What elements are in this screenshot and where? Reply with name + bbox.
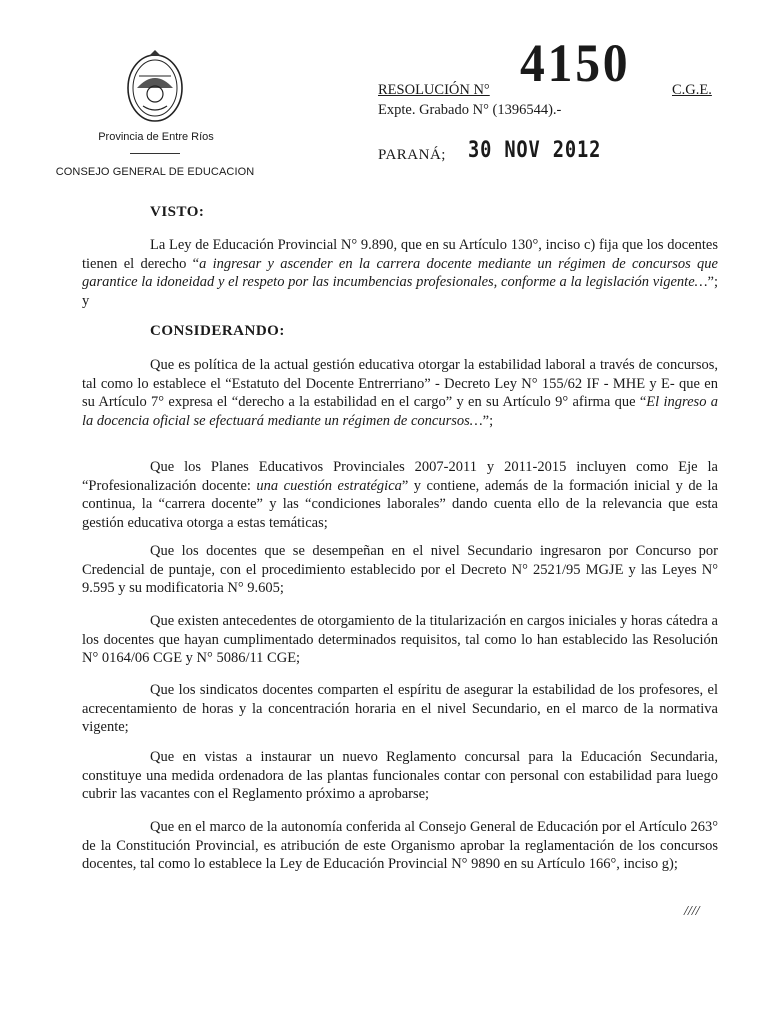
text-run: Que los Planes Educativos Provinciales 2007-2011 y 2011-2015 incluyen como Eje la “Profesionalización docente: (82, 459, 718, 494)
visto-paragraph (82, 236, 718, 310)
resolution-number: 4150 (520, 33, 631, 93)
considerando-paragraph (82, 681, 718, 737)
text-run: Que en vistas a instaurar un nuevo Reglamento concursal para la Educación Secundaria, constituye una medida ordenadora de las plantas funcionales contar con personal con estabilidad para luego cubrir las vacantes con el Reglamento próximo a aprobarse; (82, 749, 718, 803)
resolution-suffix: C.G.E. (672, 82, 712, 98)
province-name: Provincia de Entre Ríos (98, 131, 214, 143)
date-stamp: 30 NOV 2012 (468, 138, 602, 163)
council-name: CONSEJO GENERAL DE EDUCACION (55, 166, 255, 178)
italic-quote: El ingreso a la docencia oficial se efectuará mediante un régimen de concursos… (82, 394, 718, 429)
considerando-paragraph (82, 818, 718, 874)
considerando-paragraph (82, 748, 718, 804)
expte-number: Expte. Grabado N° (1396544).- (378, 102, 562, 118)
text-run: Que los sindicatos docentes comparten el espíritu de asegurar la estabilidad de los profesores, el acrecentamiento de horas y la concentración horaria en el nivel Secundario, en el marco de la normativa vigente; (82, 682, 718, 736)
text-run: ”; (482, 412, 494, 429)
text-run: ”; y (82, 274, 718, 309)
place: PARANÁ; (378, 147, 446, 163)
considerando-paragraph (82, 612, 718, 668)
page-continuation-mark: //// (684, 904, 700, 919)
text-run: Que los docentes que se desempeñan en el nivel Secundario ingresaron por Concurso por Credencial de puntaje, con el procedimiento establecido por el Decreto N° 2521/95 MGJE y las Leyes N° 9.595 y su modificatoria N° 9.605; (82, 543, 718, 597)
text-run: Que en el marco de la autonomía conferida al Consejo General de Educación por el Artículo 263° de la Constitución Provincial, es atribución de este Organismo aprobar la reglamentación de los concursos docentes, tal como lo establece la Ley de Educación Provincial N° 9890 en su Artículo 166°, inciso g); (82, 819, 718, 873)
considerando-paragraph (82, 356, 718, 430)
provincial-seal-icon (125, 48, 185, 124)
italic-quote: a ingresar y ascender en la carrera docente mediante un régimen de concursos que garantice la idoneidad y el respeto por las incumbencias profesionales, conforme a la legislación vigente… (82, 255, 718, 291)
text-run: Que es política de la actual gestión educativa otorgar la estabilidad laboral a través de concursos, tal como lo establece el “Estatuto del Docente Entrerriano” - Decreto Ley N° 155/62 IF - MHE y E- que en su Artículo 7° expresa el “derecho a la estabilidad en el cargo” y en su Artículo 9° afirma que “ (82, 357, 718, 411)
considerando-heading: CONSIDERANDO: (150, 323, 285, 339)
italic-quote: una cuestión estratégica (256, 477, 402, 494)
header-divider (130, 153, 180, 154)
text-run: La Ley de Educación Provincial N° 9.890, que en su Artículo 130°, inciso c) fija que los docentes tienen el derecho “ (82, 237, 718, 272)
text-run: ” y contiene, además de la formación inicial y de la continua, la “carrera docente” y las “condiciones laborales” dando cuenta ello de la relevancia que esta gestión educativa otorga a estas temáticas; (82, 477, 718, 531)
resolution-label: RESOLUCIÓN N° (378, 82, 490, 98)
considerando-paragraph (82, 458, 718, 532)
considerando-paragraph (82, 542, 718, 598)
visto-heading: VISTO: (150, 204, 205, 220)
text-run: Que existen antecedentes de otorgamiento de la titularización en cargos iniciales y horas cátedra a los docentes que hayan cumplimentado determinados requisitos, tal como lo han establecido las Resolución N° 0164/06 CGE y N° 5086/11 CGE; (82, 613, 718, 667)
